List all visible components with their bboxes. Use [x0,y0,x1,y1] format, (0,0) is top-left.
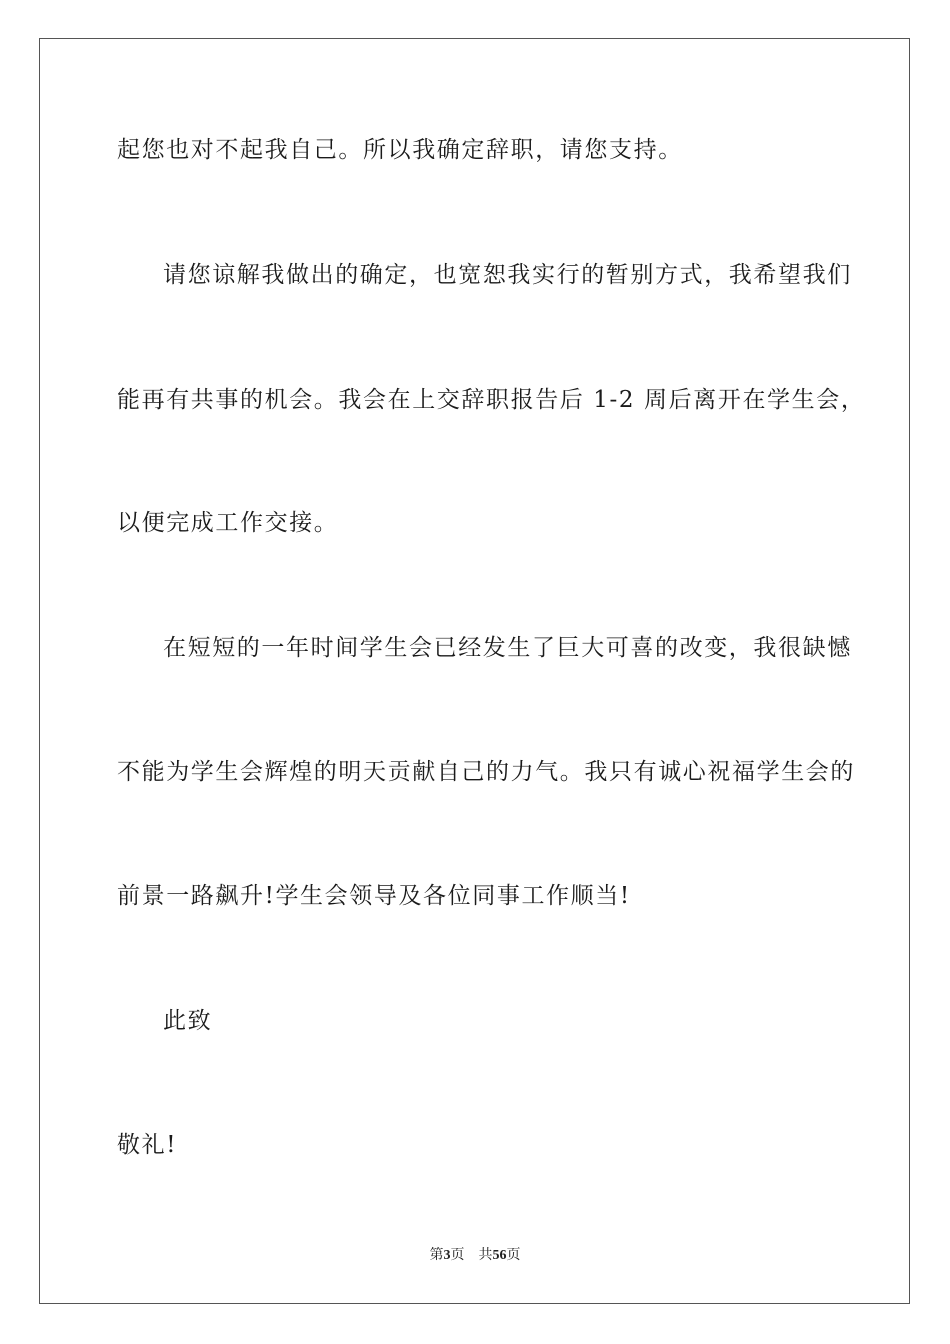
paragraph-line: 前景一路飙升!学生会领导及各位同事工作顺当! [117,883,631,909]
total-label-prefix: 共 [478,1248,493,1263]
paragraph-line: 起您也对不起我自己。所以我确定辞职，请您支持。 [117,137,683,163]
paragraph-line: 以便完成工作交接。 [117,510,339,536]
total-label-unit: 页 [506,1248,521,1263]
paragraph-line: 能再有共事的机会。我会在上交辞职报告后 1-2 周后离开在学生会， [117,387,866,413]
paragraph-line: 不能为学生会辉煌的明天贡献自己的力气。我只有诚心祝福学生会的 [117,759,855,785]
paragraph-line: 请您谅解我做出的确定，也宽恕我实行的暂别方式，我希望我们 [163,262,852,288]
closing-regards: 敬礼! [117,1132,178,1158]
current-page-number: 3 [443,1248,451,1263]
page-label-prefix: 第 [429,1248,444,1263]
total-page-count: 56 [492,1248,507,1263]
page-footer [0,1247,950,1265]
closing-salutation: 此致 [163,1008,213,1034]
paragraph-line: 在短短的一年时间学生会已经发生了巨大可喜的改变，我很缺憾 [163,635,852,661]
page-label-unit: 页 [450,1248,465,1263]
page-frame [39,38,910,1304]
